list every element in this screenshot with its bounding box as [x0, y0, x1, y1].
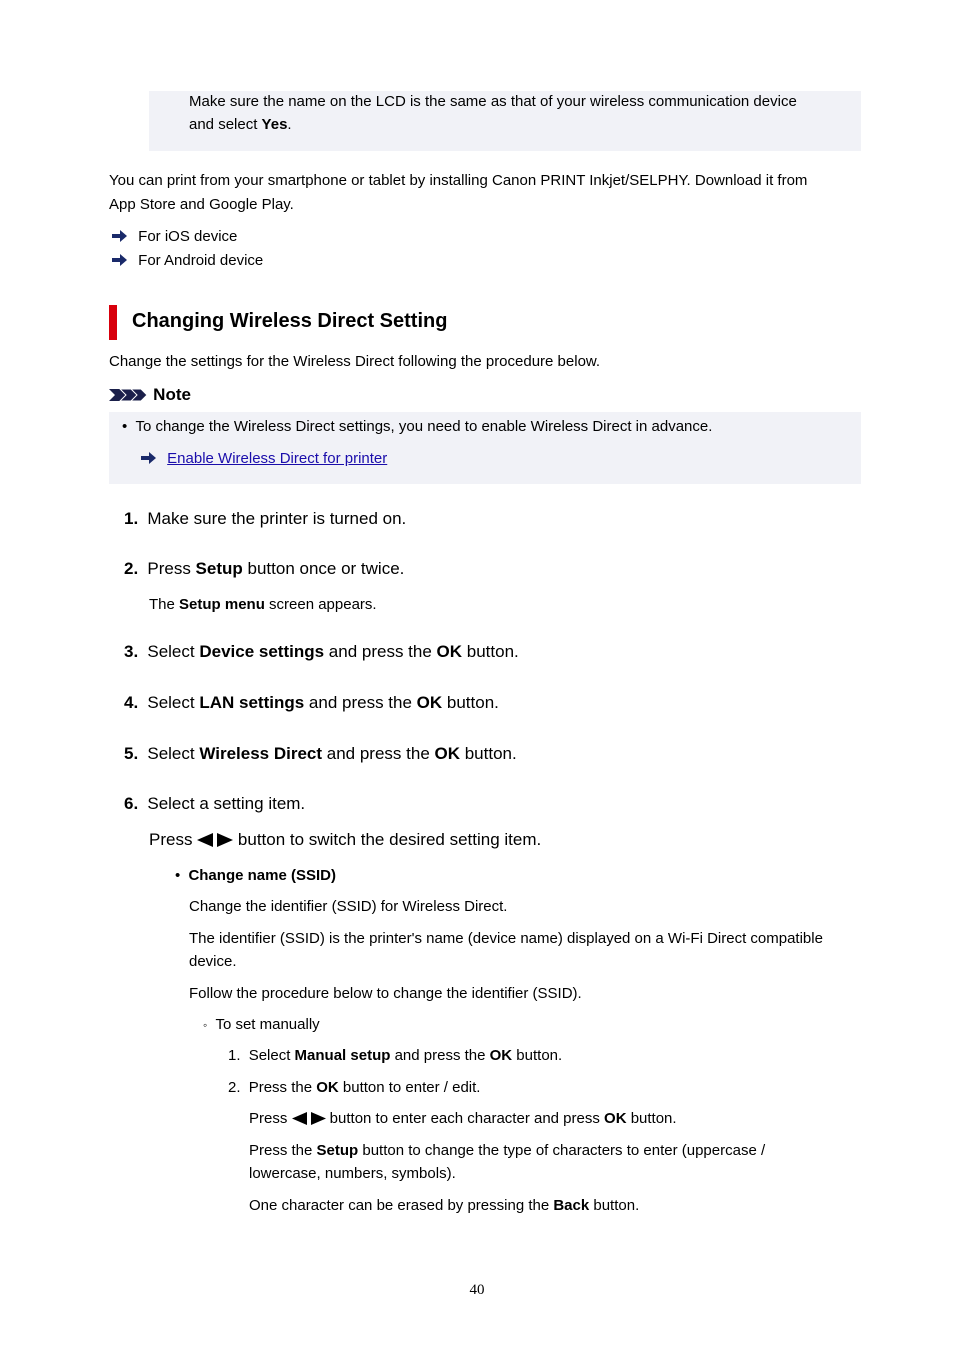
substep-text — [249, 1079, 481, 1096]
step-number: 2. — [124, 559, 139, 578]
text: button. — [589, 1197, 640, 1214]
text: button once or twice. — [242, 559, 405, 578]
substep-2-p2-line1 — [249, 1139, 765, 1162]
change-name-p2-line1: The identifier (SSID) is the printer's name (device name) displayed on a Wi-Fi Direct compatible — [189, 930, 823, 947]
step-number: 1. — [124, 509, 139, 528]
note-link[interactable] — [141, 447, 387, 470]
text: button to enter / edit. — [338, 1079, 481, 1096]
info-box-line1: Make sure the name on the LCD is the same as that of your wireless communication device — [189, 93, 797, 110]
circle-bullet-icon: ◦ — [203, 1018, 208, 1032]
link-android[interactable] — [112, 249, 263, 272]
text-bold: OK — [434, 744, 460, 763]
text: Select — [147, 642, 200, 661]
note-heading: Note — [153, 385, 191, 404]
left-right-arrows-icon — [292, 1112, 326, 1125]
text: screen appears. — [264, 596, 377, 613]
text: and press the — [322, 744, 435, 763]
substep-2 — [228, 1076, 480, 1099]
step-text: Select a setting item. — [147, 794, 306, 813]
manual-label: To set manually — [215, 1016, 320, 1033]
yes-bold: Yes — [261, 116, 288, 133]
step-text — [147, 693, 499, 712]
step-3 — [124, 642, 519, 662]
text-bold: OK — [604, 1110, 627, 1127]
enable-wireless-direct-link[interactable]: Enable Wireless Direct for printer — [167, 450, 388, 467]
arrow-right-icon — [141, 452, 157, 464]
text: . — [287, 116, 292, 133]
text: button to enter each character and press — [325, 1110, 605, 1127]
intro-line1: You can print from your smartphone or tablet by installing Canon PRINT Inkjet/SELPHY. Download it from — [109, 172, 808, 189]
step-number: 5. — [124, 744, 139, 763]
note-header — [109, 386, 191, 406]
bullet-icon: • — [175, 867, 181, 884]
text-bold: Setup — [316, 1142, 359, 1159]
note-bullet — [122, 415, 712, 438]
step-2 — [124, 559, 404, 579]
change-name-p2-line2: device. — [189, 953, 237, 970]
note-bullet-text: To change the Wireless Direct settings, you need to enable Wireless Direct in advance. — [135, 418, 713, 435]
bullet-icon: • — [122, 418, 128, 435]
text: The — [149, 596, 180, 613]
text: Select — [147, 693, 200, 712]
step-number: 3. — [124, 642, 139, 661]
text: and press the — [324, 642, 437, 661]
step-6-sub — [149, 830, 541, 850]
substep-1 — [228, 1044, 562, 1067]
text: button. — [442, 693, 499, 712]
page-number: 40 — [469, 1282, 485, 1298]
text: Press — [147, 559, 196, 578]
step-2-sub — [149, 593, 377, 616]
change-name-p1: Change the identifier (SSID) for Wireless Direct. — [189, 898, 508, 915]
text-bold: LAN settings — [199, 693, 305, 712]
substep-2-p2-line2: lowercase, numbers, symbols). — [249, 1165, 456, 1182]
text-bold: Device settings — [199, 642, 325, 661]
step-6 — [124, 794, 305, 814]
text-bold: Back — [553, 1197, 590, 1214]
arrow-right-icon — [112, 254, 128, 266]
text-bold: OK — [316, 1079, 339, 1096]
text-bold: OK — [489, 1047, 513, 1064]
text: button. — [512, 1047, 563, 1064]
step-number: 4. — [124, 693, 139, 712]
text-bold: Wireless Direct — [199, 744, 323, 763]
step-text — [147, 744, 516, 763]
step-5 — [124, 744, 517, 764]
substep-text — [249, 1047, 563, 1064]
text: and press the — [304, 693, 417, 712]
info-box-line2 — [189, 113, 292, 136]
text: Select — [147, 744, 200, 763]
text: and press the — [390, 1047, 490, 1064]
step-text — [147, 559, 404, 578]
section-title: Changing Wireless Direct Setting — [132, 310, 448, 332]
step-number: 6. — [124, 794, 139, 813]
section-intro: Change the settings for the Wireless Direct following the procedure below. — [109, 353, 601, 370]
step-text — [147, 642, 518, 661]
text: Select — [248, 1047, 295, 1064]
step-1 — [124, 509, 406, 529]
link-ios[interactable] — [112, 225, 237, 248]
text-bold: OK — [436, 642, 463, 661]
section-marker — [109, 305, 117, 340]
text: button. — [626, 1110, 677, 1127]
text: Press the — [248, 1079, 317, 1096]
text-bold: Setup menu — [179, 596, 265, 613]
manual-bullet — [203, 1013, 320, 1037]
substep-2-p1 — [249, 1107, 677, 1130]
step-text: Make sure the printer is turned on. — [147, 509, 407, 528]
left-right-arrows-icon — [197, 833, 233, 847]
arrow-right-icon — [112, 230, 128, 242]
text: Press the — [249, 1142, 317, 1159]
text: button to change the type of characters to enter (uppercase / — [358, 1142, 766, 1159]
text-bold: Setup — [195, 559, 243, 578]
text-bold: OK — [416, 693, 443, 712]
link-label[interactable]: For iOS device — [138, 228, 238, 245]
substep-number: 2. — [228, 1079, 241, 1096]
text: button to switch the desired setting item. — [233, 830, 542, 849]
substep-number: 1. — [228, 1047, 241, 1064]
change-name-title: Change name (SSID) — [188, 867, 336, 884]
note-icon — [109, 387, 149, 403]
text: button. — [460, 744, 517, 763]
intro-line2: App Store and Google Play. — [109, 196, 294, 213]
text: button. — [462, 642, 519, 661]
text: Press — [249, 1110, 292, 1127]
step-4 — [124, 693, 499, 713]
change-name-p3: Follow the procedure below to change the identifier (SSID). — [189, 985, 582, 1002]
text-bold: Manual setup — [294, 1047, 391, 1064]
text: One character can be erased by pressing the — [249, 1197, 554, 1214]
text: and select — [189, 116, 262, 133]
link-label[interactable]: For Android device — [138, 252, 264, 269]
change-name-bullet — [175, 864, 336, 887]
text: Press — [149, 830, 198, 849]
substep-2-p3 — [249, 1194, 639, 1217]
